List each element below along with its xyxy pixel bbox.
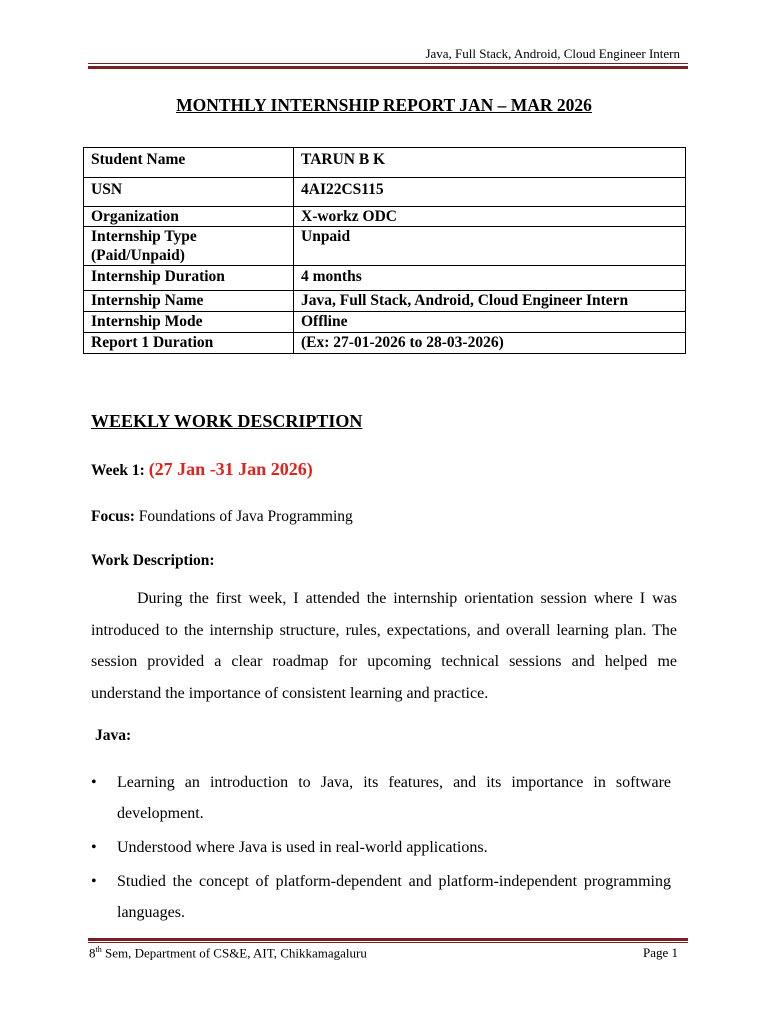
table-value: TARUN B K: [294, 148, 686, 178]
table-row: [84, 266, 686, 291]
footer-rule-thin: [88, 942, 688, 943]
work-description-paragraph: During the first week, I attended the internship orientation session where I was introduced to the internship structure, rules, expectations, and overall learning plan. The session provided a clear roadmap for upcoming technical sessions and helped me understand the importance of consistent learning and practice.: [91, 590, 677, 702]
table-key: Student Name: [84, 148, 294, 178]
table-row: [84, 207, 686, 227]
week-heading: [91, 459, 313, 480]
student-info-table: [83, 147, 686, 354]
table-key: Report 1 Duration: [84, 333, 294, 354]
section-heading: WEEKLY WORK DESCRIPTION: [91, 411, 363, 431]
table-key: Internship Type (Paid/Unpaid): [84, 227, 294, 266]
page-number: Page 1: [642, 945, 678, 960]
table-row: [84, 291, 686, 312]
table-key: Internship Name: [84, 291, 294, 312]
table-key: USN: [84, 178, 294, 207]
list-item: • Understood where Java is used in real-world applications.: [91, 832, 671, 863]
work-description-label: Work Description:: [91, 552, 215, 569]
list-item: • Learning an introduction to Java, its features, and its importance in software development.: [91, 767, 671, 829]
table-value: Offline: [294, 312, 686, 333]
table-value: Unpaid: [294, 227, 686, 266]
table-key: Organization: [84, 207, 294, 227]
table-row: [84, 148, 686, 178]
table-value: X-workz ODC: [294, 207, 686, 227]
table-row: [84, 227, 686, 266]
focus-label: Focus:: [91, 508, 135, 525]
bullet-icon: •: [91, 774, 97, 791]
focus-line: [91, 508, 353, 526]
bullet-icon: •: [91, 873, 97, 890]
header-rule-thin: [88, 63, 688, 64]
table-key: Internship Duration: [84, 266, 294, 291]
footer-rule-thick: [88, 938, 688, 941]
java-heading: Java:: [95, 727, 132, 744]
week-label: Week 1:: [91, 462, 145, 479]
table-row: [84, 312, 686, 333]
table-value: (Ex: 27-01-2026 to 28-03-2026): [294, 333, 686, 354]
java-bullet-list: [91, 767, 671, 931]
report-title: MONTHLY INTERNSHIP REPORT JAN – MAR 2026: [176, 95, 592, 115]
table-value: 4 months: [294, 266, 686, 291]
running-header: Java, Full Stack, Android, Cloud Engineer Intern: [425, 46, 680, 61]
table-value: Java, Full Stack, Android, Cloud Engineer Intern: [294, 291, 686, 312]
list-item: • Studied the concept of platform-dependent and platform-independent programming languages.: [91, 866, 671, 928]
footer-department: 8th Sem, Department of CS&E, AIT, Chikkamagaluru: [89, 945, 367, 961]
header-rule-thick: [88, 66, 688, 69]
focus-text: Foundations of Java Programming: [138, 508, 353, 525]
table-row: [84, 333, 686, 354]
table-key: Internship Mode: [84, 312, 294, 333]
week-dates: (27 Jan -31 Jan 2026): [148, 459, 313, 479]
table-row: [84, 178, 686, 207]
table-value: 4AI22CS115: [294, 178, 686, 207]
bullet-icon: •: [91, 839, 97, 856]
